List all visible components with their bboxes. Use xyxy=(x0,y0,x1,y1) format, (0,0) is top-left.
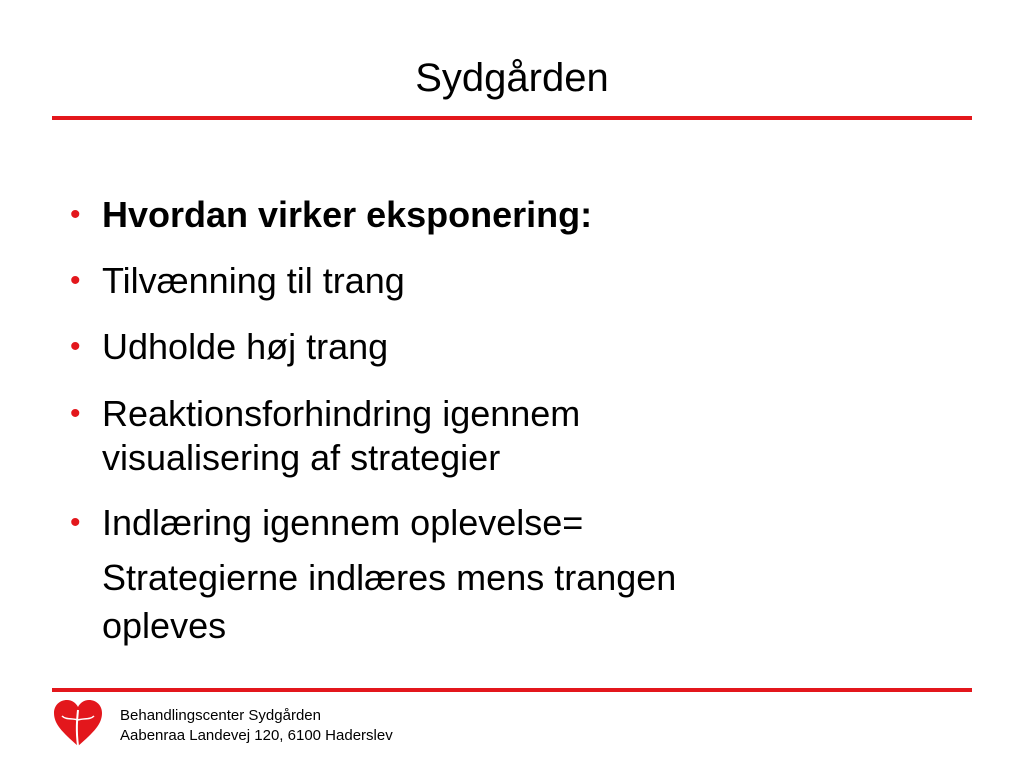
footer-address-line: Aabenraa Landevej 120, 6100 Haderslev xyxy=(120,727,393,744)
top-divider xyxy=(52,116,972,120)
bullet-continuation xyxy=(62,554,962,650)
bullet-item xyxy=(62,320,962,374)
bullet-item xyxy=(62,386,962,484)
bullet-item xyxy=(62,188,962,242)
bottom-divider xyxy=(52,688,972,692)
bullet-list xyxy=(62,188,962,650)
bullet-text: Udholde høj trang xyxy=(102,326,389,367)
bullet-text: Hvordan virker eksponering: xyxy=(102,194,593,235)
bullet-text: Indlæring igennem oplevelse= xyxy=(102,502,584,543)
bullet-dot-icon: • xyxy=(70,264,81,297)
bullet-dot-icon: • xyxy=(70,330,81,363)
footer-address xyxy=(120,706,393,746)
bullet-text-line: Reaktionsforhindring igennem xyxy=(102,393,581,434)
footer xyxy=(52,694,652,754)
bullet-dot-icon: • xyxy=(70,397,81,430)
bullet-dot-icon: • xyxy=(70,198,81,231)
bullet-dot-icon: • xyxy=(70,506,81,539)
continuation-line: opleves xyxy=(102,605,227,646)
slide-title: Sydgården xyxy=(415,56,609,100)
bullet-text-line: visualisering af strategier xyxy=(102,437,501,478)
bullet-text: Tilvænning til trang xyxy=(102,260,405,301)
bullet-item xyxy=(62,496,962,550)
bullet-item xyxy=(62,254,962,308)
heart-logo-icon xyxy=(52,698,104,750)
footer-org-name: Behandlingscenter Sydgården xyxy=(120,707,321,724)
continuation-line: Strategierne indlæres mens trangen xyxy=(102,557,677,598)
